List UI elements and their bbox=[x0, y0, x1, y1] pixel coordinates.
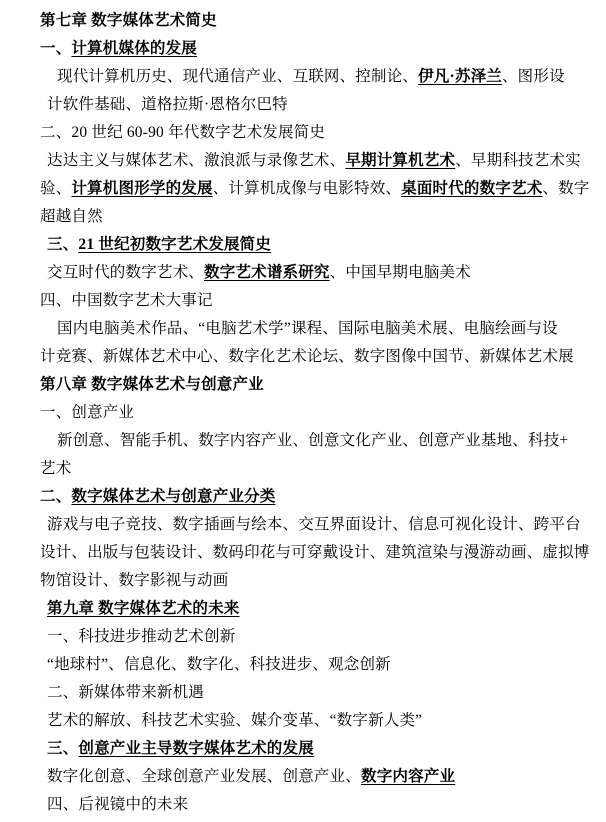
text-line bbox=[40, 119, 586, 147]
text-line bbox=[47, 147, 586, 175]
text-segment: 国内电脑美术作品、“电脑艺术学”课程、国际电脑美术展、电脑绘画与设 bbox=[57, 320, 558, 337]
text-segment: 三、 bbox=[47, 740, 79, 757]
text-line bbox=[40, 35, 586, 63]
text-segment: 数字化创意、全球创意产业发展、创意产业、 bbox=[47, 768, 362, 785]
text-line bbox=[57, 315, 586, 343]
text-segment: 计算机媒体的发展 bbox=[71, 40, 198, 57]
text-segment: 三、 bbox=[47, 236, 79, 253]
text-segment: 四、后视镜中的未来 bbox=[47, 796, 189, 813]
text-segment: 、计算机成像与电影特效、 bbox=[212, 180, 402, 197]
text-segment: 艺术 bbox=[40, 460, 72, 477]
text-line bbox=[40, 567, 586, 595]
text-line bbox=[40, 343, 586, 371]
text-line bbox=[40, 203, 586, 231]
text-segment: 、早期科技艺术实 bbox=[455, 152, 581, 169]
text-line bbox=[47, 707, 586, 735]
text-segment: 、图形设 bbox=[501, 68, 565, 85]
text-segment: 第九章 数字媒体艺术的未来 bbox=[47, 600, 240, 617]
text-line bbox=[47, 259, 586, 287]
text-segment: 四、中国数字艺术大事记 bbox=[40, 292, 213, 309]
text-segment: 二、 bbox=[40, 488, 72, 505]
text-line bbox=[40, 287, 586, 315]
text-line bbox=[40, 483, 586, 511]
text-segment: 数字内容产业 bbox=[361, 768, 456, 785]
text-line bbox=[57, 63, 586, 91]
text-segment: 数字艺术谱系研究 bbox=[204, 264, 330, 281]
text-segment: 一、科技进步推动艺术创新 bbox=[47, 628, 236, 645]
text-segment: 、数字 bbox=[542, 180, 590, 197]
text-segment: 艺术的解放、科技艺术实验、媒介变革、“数字新人类” bbox=[47, 712, 423, 729]
text-segment: 二、20 世纪 60-90 年代数字艺术发展简史 bbox=[40, 124, 326, 141]
text-segment: 创意产业主导数字媒体艺术的发展 bbox=[78, 740, 314, 757]
text-line bbox=[47, 679, 586, 707]
text-line bbox=[40, 539, 590, 567]
text-line bbox=[47, 231, 586, 259]
text-segment: 一、创意产业 bbox=[40, 404, 135, 421]
text-line bbox=[47, 651, 586, 679]
text-line bbox=[47, 763, 586, 791]
text-segment: 计竞赛、新媒体艺术中心、数字化艺术论坛、数字图像中国节、新媒体艺术展 bbox=[40, 348, 574, 365]
text-segment: 数字媒体艺术与创意产业分类 bbox=[71, 488, 276, 505]
text-segment: 计算机图形学的发展 bbox=[71, 180, 213, 197]
text-line bbox=[47, 91, 586, 119]
text-segment: 交互时代的数字艺术、 bbox=[47, 264, 205, 281]
text-segment: 21 世纪初数字艺术发展简史 bbox=[78, 236, 272, 253]
text-line bbox=[47, 595, 586, 623]
text-line bbox=[40, 175, 590, 203]
text-line bbox=[47, 623, 586, 651]
text-segment: 第七章 数字媒体艺术简史 bbox=[40, 12, 217, 29]
text-segment: “地球村”、信息化、数字化、科技进步、观念创新 bbox=[47, 656, 391, 673]
text-segment: 早期计算机艺术 bbox=[345, 152, 456, 169]
text-line bbox=[40, 455, 586, 483]
text-segment: 验、 bbox=[40, 180, 72, 197]
document-body bbox=[40, 7, 590, 819]
text-segment: 设计、出版与包装设计、数码印花与可穿戴设计、建筑渲染与漫游动画、虚拟博 bbox=[40, 544, 590, 561]
text-segment: 物馆设计、数字影视与动画 bbox=[40, 572, 229, 589]
text-line bbox=[40, 7, 586, 35]
text-line bbox=[47, 511, 586, 539]
text-line bbox=[47, 791, 586, 819]
text-segment: 现代计算机历史、现代通信产业、互联网、控制论、 bbox=[57, 68, 419, 85]
text-segment: 二、新媒体带来新机遇 bbox=[47, 684, 205, 701]
text-line bbox=[47, 735, 586, 763]
text-segment: 、中国早期电脑美术 bbox=[329, 264, 471, 281]
text-segment: 一、 bbox=[40, 40, 72, 57]
text-line bbox=[57, 427, 586, 455]
text-segment: 计软件基础、道格拉斯·恩格尔巴特 bbox=[47, 96, 288, 113]
text-segment: 游戏与电子竞技、数字插画与绘本、交互界面设计、信息可视化设计、跨平台 bbox=[47, 516, 581, 533]
text-segment: 新创意、智能手机、数字内容产业、创意文化产业、创意产业基地、科技+ bbox=[57, 432, 569, 449]
text-segment: 桌面时代的数字艺术 bbox=[401, 180, 543, 197]
text-segment: 伊凡·苏泽兰 bbox=[418, 68, 502, 85]
text-segment: 达达主义与媒体艺术、激浪派与录像艺术、 bbox=[47, 152, 346, 169]
text-segment: 超越自然 bbox=[40, 208, 103, 225]
text-line bbox=[40, 399, 586, 427]
text-line bbox=[40, 371, 586, 399]
text-segment: 第八章 数字媒体艺术与创意产业 bbox=[40, 376, 264, 393]
